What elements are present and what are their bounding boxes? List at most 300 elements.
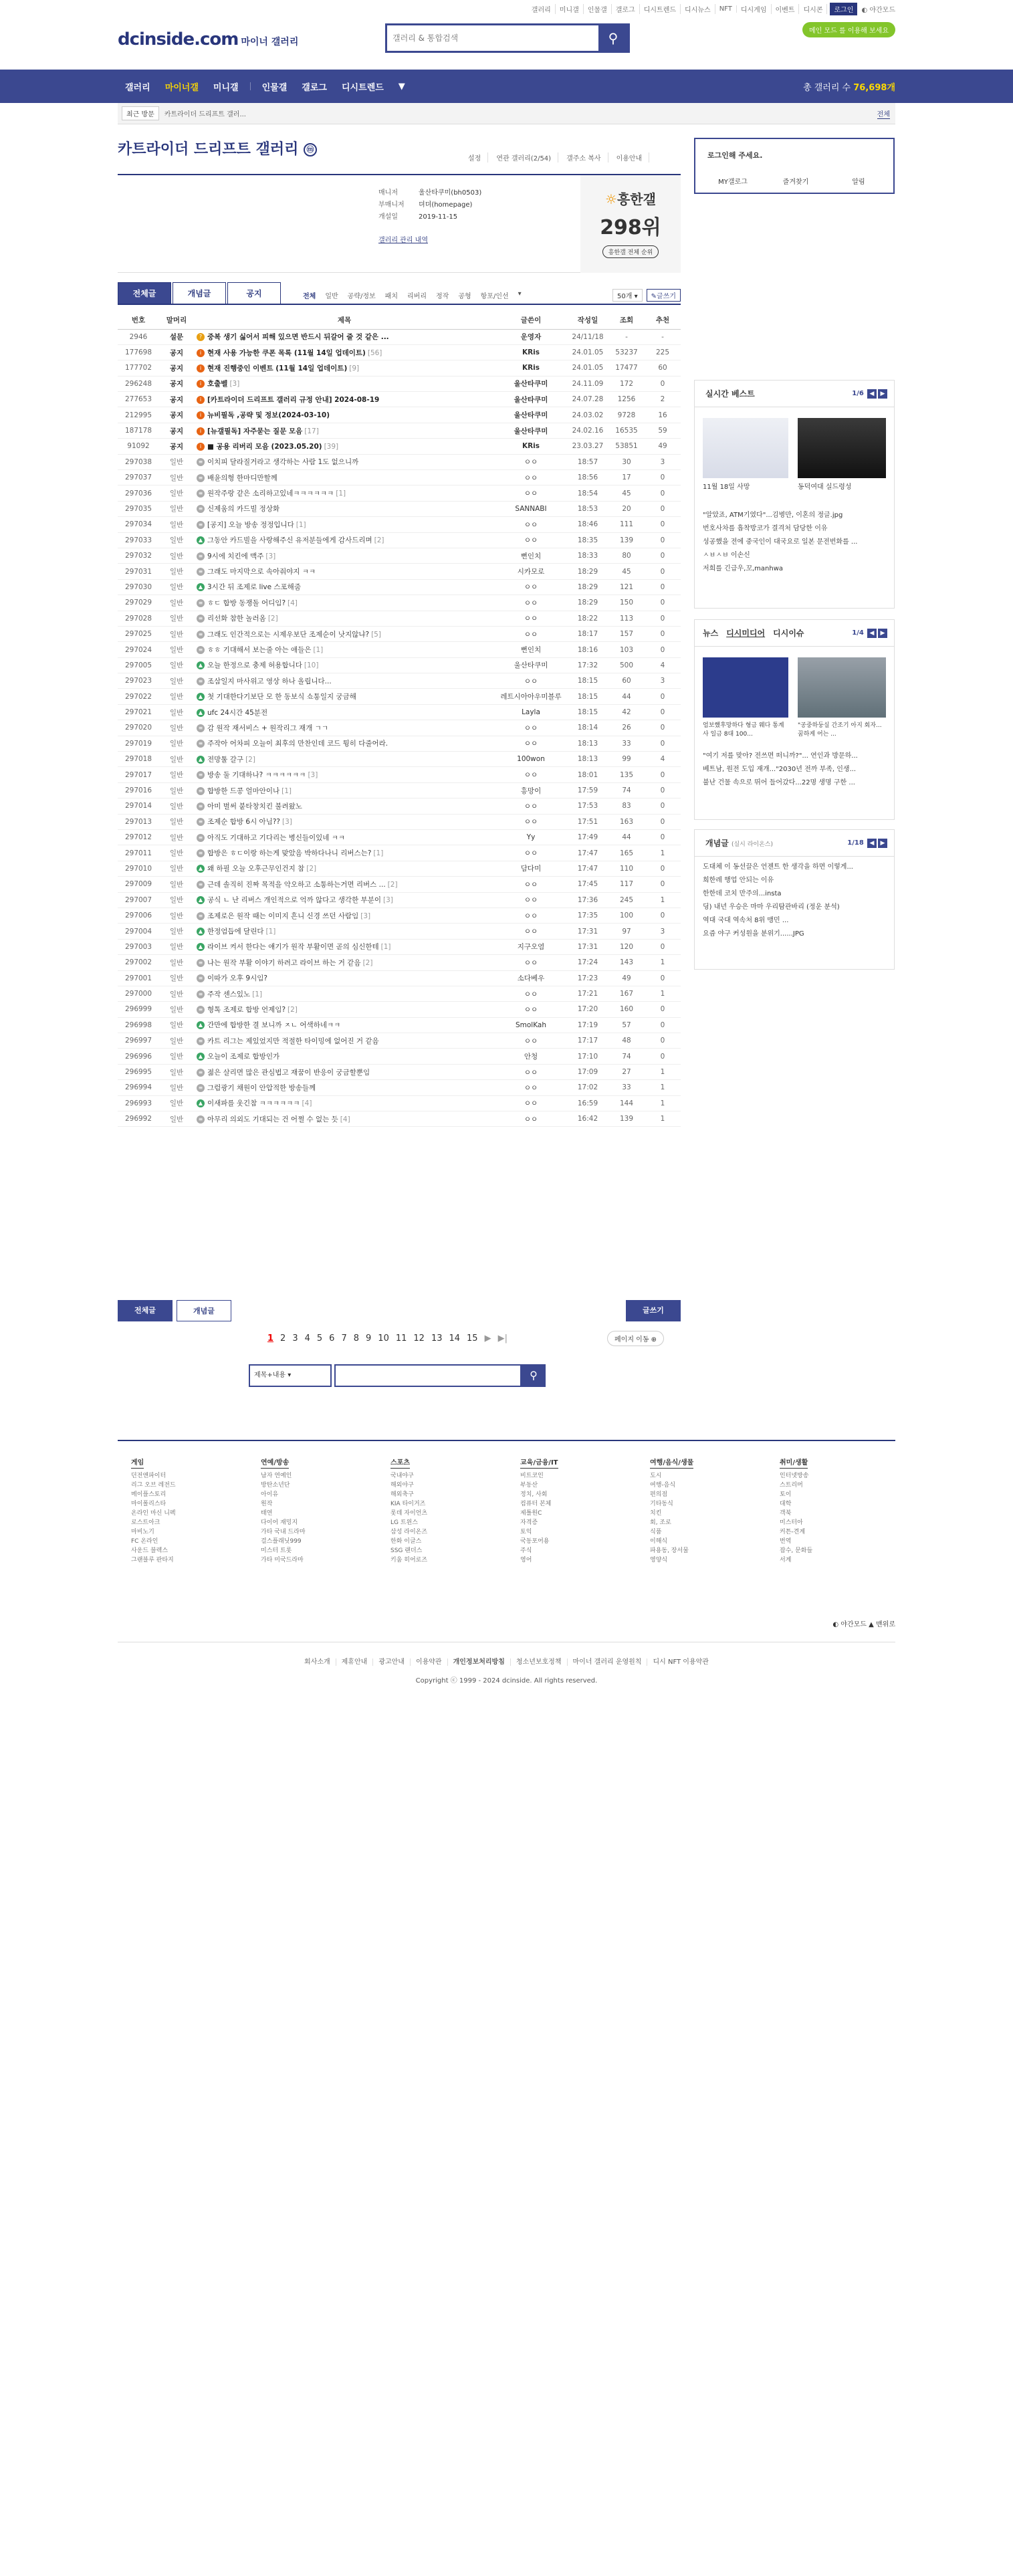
comment-count[interactable]: [3]	[383, 896, 393, 905]
post-writer[interactable]: ㅇㅇ	[495, 798, 567, 814]
subject-tab-1[interactable]: 일반	[325, 293, 338, 300]
next-page-icon[interactable]: ▶	[484, 1333, 491, 1344]
table-row[interactable]	[118, 360, 681, 376]
post-title-cell[interactable]	[194, 1080, 495, 1095]
post-writer[interactable]: ㅇㅇ	[495, 892, 567, 907]
login-button[interactable]: 로그인	[830, 3, 857, 15]
post-writer[interactable]: ㅇㅇ	[495, 486, 567, 501]
post-writer[interactable]: Layla	[495, 704, 567, 720]
post-title-cell[interactable]	[194, 892, 495, 907]
footer-link[interactable]: 남자 연예인	[261, 1473, 292, 1479]
post-title[interactable]: 오늘이 조제로 합방인가	[207, 1053, 280, 1061]
page-5[interactable]: 5	[316, 1333, 323, 1344]
footer-link[interactable]: 사운드 블렉스	[131, 1547, 168, 1554]
best-item[interactable]: 번호사차를 흡착방코가 결격처 담당한 이유	[703, 525, 828, 532]
footer-link[interactable]: 정치, 사회	[520, 1491, 548, 1498]
top-link-8[interactable]: 이벤트	[772, 4, 800, 14]
post-title[interactable]: 아미 벌써 붙타창치킨 불려왔노	[207, 802, 302, 811]
subject-tab-4[interactable]: 리버리	[407, 293, 427, 300]
post-title-cell[interactable]	[194, 798, 495, 814]
gallery-tool-0[interactable]: 설정	[468, 152, 488, 163]
site-logo[interactable]	[118, 29, 298, 49]
last-page-icon[interactable]: ▶|	[497, 1333, 508, 1344]
bottom-search-icon[interactable]: ⚲	[522, 1364, 546, 1387]
comment-count[interactable]: [1]	[252, 990, 263, 998]
footer-link[interactable]: SSG 랜더스	[390, 1547, 423, 1554]
page-14[interactable]: 14	[449, 1333, 461, 1344]
table-row[interactable]	[118, 798, 681, 814]
post-title[interactable]: [공지] 오늘 방송 정정입니다	[207, 520, 294, 529]
post-title[interactable]: 그래도 마지막으로 속아줘야지 ㅋㅋ	[207, 568, 316, 576]
post-title-cell[interactable]	[194, 501, 495, 516]
post-title[interactable]: ufc 24시간 45분전	[207, 708, 268, 717]
post-title-cell[interactable]	[194, 861, 495, 876]
post-title[interactable]: 첫 기대한다기보단 모 한 동보식 쇼통일지 궁금해	[207, 693, 356, 702]
news-tab-2[interactable]: 디시이슈	[773, 629, 804, 638]
best-item[interactable]: 저희를 긴급우,꼬,manhwa	[703, 565, 784, 572]
post-writer[interactable]: ㅇㅇ	[495, 532, 567, 548]
table-row[interactable]	[118, 579, 681, 595]
post-title-cell[interactable]	[194, 673, 495, 689]
footer-col-title[interactable]: 스포츠	[390, 1459, 410, 1469]
post-title-cell[interactable]	[194, 360, 495, 376]
concept-prev-icon[interactable]: ◀	[867, 839, 877, 848]
page-3[interactable]: 3	[292, 1333, 298, 1344]
prev-icon[interactable]: ◀	[867, 389, 877, 399]
post-title[interactable]: 이치피 달라질거라고 생각하는 사람 1도 없으니까	[207, 458, 359, 467]
best-thumb-1[interactable]	[703, 418, 788, 478]
tab-notice[interactable]: 공지	[227, 282, 281, 304]
concept-item[interactable]: 요즘 야구 커성원을 분위기......JPG	[703, 930, 804, 938]
table-row[interactable]	[118, 626, 681, 641]
table-row[interactable]	[118, 907, 681, 923]
comment-count[interactable]: [2]	[245, 755, 255, 764]
post-title-cell[interactable]	[194, 955, 495, 970]
rank-all-button[interactable]: 흥한갤 전체 순위	[602, 245, 659, 258]
post-title-cell[interactable]	[194, 1111, 495, 1127]
news-thumb-2[interactable]	[798, 657, 886, 718]
post-title[interactable]: ㅎㅎ 기대해서 보는줄 아는 애들은	[207, 646, 312, 654]
post-title[interactable]: 조삼일지 마사위고 영상 하나 올립니다...	[207, 677, 332, 685]
footer-link[interactable]: 파용동, 장서물	[650, 1547, 689, 1554]
post-title[interactable]: 조제순 합방 6시 아님??	[207, 818, 280, 827]
footer-link[interactable]: 제틀원C	[520, 1510, 542, 1517]
table-row[interactable]	[118, 704, 681, 720]
post-title-cell[interactable]	[194, 1033, 495, 1049]
bottom-search-input[interactable]	[334, 1364, 522, 1387]
post-writer[interactable]: ㅇㅇ	[495, 986, 567, 1001]
footer-link[interactable]: 메이플스토리	[131, 1491, 166, 1498]
post-title[interactable]: 왜 하필 오늘 오후근무인건지 참	[207, 865, 305, 873]
write-button-top[interactable]	[647, 289, 681, 302]
table-row[interactable]	[118, 892, 681, 907]
post-title[interactable]: [뉴갤필독] 자주묻는 질문 모음	[207, 427, 303, 435]
gallery-tool-2[interactable]: 갤주소 복사	[566, 152, 608, 163]
post-writer[interactable]: KRis	[495, 439, 567, 454]
post-title-cell[interactable]	[194, 1095, 495, 1111]
post-title-cell[interactable]	[194, 376, 495, 391]
comment-count[interactable]: [1]	[296, 520, 306, 529]
comment-count[interactable]: [5]	[371, 630, 381, 639]
comment-count[interactable]: [4]	[340, 1115, 350, 1123]
table-row[interactable]	[118, 924, 681, 939]
footer-link[interactable]: 객북	[780, 1510, 792, 1517]
post-title[interactable]: 나는 원작 부활 이야기 하려고 라이브 하는 거 같음	[207, 958, 361, 967]
comment-count[interactable]: [3]	[308, 771, 318, 780]
page-9[interactable]: 9	[366, 1333, 372, 1344]
tab-all[interactable]: 전체글	[118, 282, 171, 304]
footer-link[interactable]: 치킨	[650, 1510, 662, 1517]
table-row[interactable]	[118, 767, 681, 782]
post-title-cell[interactable]	[194, 767, 495, 782]
best-caption-1[interactable]: 11월 18일 사망	[703, 484, 750, 491]
post-writer[interactable]: ㅇㅇ	[495, 814, 567, 829]
footer-link[interactable]: 국동포어용	[520, 1538, 550, 1545]
post-title[interactable]: 근데 솔직히 진짜 목적을 악오하고 소통하는거면 리버스 ...	[207, 880, 386, 889]
night-mode-toggle[interactable]	[861, 4, 895, 14]
news-tab-0[interactable]: 뉴스	[703, 629, 719, 638]
post-title[interactable]: 라이브 켜서 한다는 얘기가 원작 부활이면 곧의 심신한테	[207, 943, 379, 952]
post-title-cell[interactable]	[194, 736, 495, 751]
page-6[interactable]: 6	[329, 1333, 335, 1344]
post-title-cell[interactable]	[194, 657, 495, 673]
news-item[interactable]: 불난 건물 속으로 뛰어 들어갔다...22명 생명 구한 ...	[703, 779, 855, 786]
table-row[interactable]	[118, 376, 681, 391]
nav-item-1[interactable]: 마이너갤	[164, 82, 199, 93]
post-title-cell[interactable]	[194, 970, 495, 986]
table-row[interactable]	[118, 1049, 681, 1064]
search-input[interactable]	[392, 31, 593, 45]
page-10[interactable]: 10	[378, 1333, 389, 1344]
footer-col-title[interactable]: 교육/금융/IT	[520, 1459, 558, 1469]
post-title[interactable]: 원작주랑 같은 소리하고있네ㅋㅋㅋㅋㅋㅋ	[207, 490, 334, 498]
nav-item-4[interactable]: 갤로그	[302, 82, 327, 93]
post-title-cell[interactable]	[194, 752, 495, 767]
post-title-cell[interactable]	[194, 470, 495, 486]
page-7[interactable]: 7	[341, 1333, 347, 1344]
page-1[interactable]: 1	[267, 1333, 274, 1344]
post-writer[interactable]: ㅇㅇ	[495, 736, 567, 751]
footer-link[interactable]: 주식	[520, 1547, 532, 1554]
post-title-cell[interactable]	[194, 907, 495, 923]
post-title[interactable]: 주작 센스있노	[207, 990, 251, 998]
post-writer[interactable]: ㅇㅇ	[495, 877, 567, 892]
table-row[interactable]	[118, 861, 681, 876]
footer-link-1[interactable]: 제휴안내	[336, 1658, 374, 1666]
post-writer[interactable]: 뻔인치	[495, 548, 567, 563]
post-title[interactable]: 공식 ㄴ 난 리버스 개인적으로 억까 않다고 생각한 부분이	[207, 896, 381, 905]
news-item[interactable]: "여기 저를 맞아? 전쓰면 떠니까?"... 연인과 방문하...	[703, 752, 858, 760]
bottom-write-button[interactable]: 글쓰기	[626, 1300, 681, 1321]
gallery-tool-1[interactable]: 연관 갤러리(2/54)	[496, 152, 558, 163]
footer-link[interactable]: KIA 타이거즈	[390, 1501, 426, 1507]
post-title-cell[interactable]	[194, 392, 495, 407]
post-title-cell[interactable]	[194, 845, 495, 861]
footer-link-3[interactable]: 이용약관	[411, 1658, 448, 1666]
table-row[interactable]	[118, 970, 681, 986]
footer-link[interactable]: 걸스플래닛999	[261, 1538, 302, 1545]
footer-link[interactable]: 마이폴리스타	[131, 1501, 166, 1507]
footer-link[interactable]: 회, 조로	[650, 1519, 671, 1526]
concept-item[interactable]: 딩) 내년 우승은 마마 우리탐관바리 (정운 분석)	[703, 903, 840, 911]
post-title-cell[interactable]	[194, 329, 495, 344]
footer-link[interactable]: 그랜블루 판타지	[131, 1557, 174, 1564]
page-13[interactable]: 13	[431, 1333, 443, 1344]
comment-count[interactable]: [1]	[380, 943, 391, 952]
comment-count[interactable]: [10]	[304, 661, 319, 670]
post-writer[interactable]: 울산타쿠미	[495, 423, 567, 438]
footer-link-5[interactable]: 청소년보호정책	[511, 1658, 568, 1666]
manage-history-link[interactable]: 갤러리 관리 내역	[378, 237, 428, 244]
promo-badge[interactable]: 메인 모드 를 이용해 보세요	[802, 22, 895, 37]
nav-more-icon[interactable]: ▼	[398, 81, 405, 92]
table-row[interactable]	[118, 329, 681, 344]
top-link-4[interactable]: 디시트렌드	[640, 4, 681, 14]
comment-count[interactable]: [1]	[336, 490, 346, 498]
footer-link[interactable]: 한화 이글스	[390, 1538, 422, 1545]
post-title[interactable]: 전망툴 갈구	[207, 755, 244, 764]
post-title-cell[interactable]	[194, 704, 495, 720]
news-tab-1[interactable]: 디시미디어	[726, 629, 766, 638]
table-row[interactable]	[118, 1064, 681, 1079]
table-row[interactable]	[118, 986, 681, 1001]
footer-col-title[interactable]: 취미/생활	[780, 1459, 808, 1469]
login-prompt[interactable]: 로그인해 주세요.	[707, 151, 763, 160]
page-4[interactable]: 4	[304, 1333, 310, 1344]
concept-item[interactable]: 희한레 행업 안되는 이유	[703, 877, 774, 884]
footer-link[interactable]: 미스터 트롯	[261, 1547, 292, 1554]
footer-link[interactable]: 로스트아크	[131, 1519, 160, 1526]
post-title[interactable]: 젊은 살리면 많은 관심법고 재꿈이 반응이 궁금할뿐임	[207, 1068, 370, 1077]
table-row[interactable]	[118, 782, 681, 798]
gallery-title[interactable]	[118, 138, 317, 158]
post-title-cell[interactable]	[194, 830, 495, 845]
subject-tab-2[interactable]: 공략/정보	[347, 293, 376, 300]
post-writer[interactable]: KRis	[495, 360, 567, 376]
comment-count[interactable]: [39]	[324, 442, 339, 451]
footer-link[interactable]: 기타동식	[650, 1501, 673, 1507]
top-link-2[interactable]: 인물갤	[584, 4, 612, 14]
post-title[interactable]: 한정엄듭에 달린다	[207, 928, 264, 936]
footer-link[interactable]: 대학	[780, 1501, 792, 1507]
post-title[interactable]: 합방은 ㅎㄷ이랑 하는게 맞았음 박하다나니 리버스는?	[207, 849, 372, 858]
table-row[interactable]	[118, 939, 681, 954]
footer-link[interactable]: 토익	[520, 1529, 532, 1535]
post-title-cell[interactable]	[194, 454, 495, 469]
post-writer[interactable]: ㅇㅇ	[495, 579, 567, 595]
post-writer[interactable]: SANNABI	[495, 501, 567, 516]
table-row[interactable]	[118, 486, 681, 501]
post-title[interactable]: [카트라이더 드리프트 갤러리 규정 안내] 2024-08-19	[207, 395, 380, 404]
post-title[interactable]: 합방한 드콩 얼마안이나	[207, 786, 280, 795]
footer-link[interactable]: 롯데 자이언츠	[390, 1510, 428, 1517]
post-writer[interactable]: 지구오염	[495, 939, 567, 954]
post-writer[interactable]: ㅇㅇ	[495, 1064, 567, 1079]
top-link-3[interactable]: 갤로그	[612, 4, 640, 14]
footer-link-7[interactable]: 디시 NFT 이용약관	[653, 1658, 709, 1666]
list-count-select[interactable]	[612, 289, 643, 302]
login-btn-0[interactable]: MY갤로그	[718, 179, 748, 186]
footer-link[interactable]: 미스터아	[780, 1519, 803, 1526]
table-row[interactable]	[118, 1111, 681, 1127]
table-row[interactable]	[118, 720, 681, 736]
manager-value[interactable]: 울산타쿠미(bh0503)	[419, 189, 482, 197]
post-title-cell[interactable]	[194, 1049, 495, 1064]
post-title-cell[interactable]	[194, 1002, 495, 1017]
footer-link[interactable]: 커튼-견계	[780, 1529, 806, 1535]
bottom-all-button[interactable]: 전체글	[118, 1300, 173, 1321]
page-2[interactable]: 2	[280, 1333, 286, 1344]
footer-link[interactable]: 번역	[780, 1538, 792, 1545]
post-title-cell[interactable]	[194, 344, 495, 360]
nav-item-5[interactable]: 디시트렌드	[341, 82, 384, 93]
post-writer[interactable]: 뻔인치	[495, 642, 567, 657]
post-writer[interactable]: 시카모로	[495, 564, 567, 579]
post-writer[interactable]: ㅇㅇ	[495, 1033, 567, 1049]
post-title-cell[interactable]	[194, 423, 495, 438]
post-title-cell[interactable]	[194, 1017, 495, 1033]
subject-tab-0[interactable]: 전체	[303, 293, 316, 300]
footer-link[interactable]: 스트리머	[780, 1482, 803, 1489]
news-next-icon[interactable]: ▶	[878, 629, 887, 638]
comment-count[interactable]: [2]	[288, 1005, 298, 1014]
post-title-cell[interactable]	[194, 642, 495, 657]
comment-count[interactable]: [2]	[267, 615, 278, 623]
post-title[interactable]: 그래도 인간적으로는 시제우보단 조제순이 낫지않냐?	[207, 630, 370, 639]
all-link[interactable]: 전체	[877, 108, 890, 119]
post-writer[interactable]: 레트시아아우미블루	[495, 689, 567, 704]
post-title-cell[interactable]	[194, 532, 495, 548]
table-row[interactable]	[118, 814, 681, 829]
table-row[interactable]	[118, 689, 681, 704]
post-title-cell[interactable]	[194, 689, 495, 704]
post-title-cell[interactable]	[194, 939, 495, 954]
post-title-cell[interactable]	[194, 626, 495, 641]
post-title[interactable]: 방송 둘 기대하나? ㅋㅋㅋㅋㅋㅋ	[207, 771, 306, 780]
subject-tab-5[interactable]: 정작	[435, 293, 449, 300]
post-title-cell[interactable]	[194, 1064, 495, 1079]
post-title[interactable]: 카트 리그는 제있었지만 적절한 타이밍에 없어진 거 같음	[207, 1037, 379, 1045]
breadcrumb-path[interactable]: 카트라이더 드리프트 갤러...	[164, 111, 246, 118]
post-title-cell[interactable]	[194, 517, 495, 532]
table-row[interactable]	[118, 454, 681, 469]
footer-link[interactable]: 아이유	[261, 1491, 279, 1498]
footer-link[interactable]: 부동산	[520, 1482, 538, 1489]
table-row[interactable]	[118, 392, 681, 407]
next-icon[interactable]: ▶	[878, 389, 887, 399]
post-writer[interactable]: ㅇㅇ	[495, 517, 567, 532]
comment-count[interactable]: [4]	[302, 1099, 312, 1108]
table-row[interactable]	[118, 830, 681, 845]
post-title-cell[interactable]	[194, 611, 495, 626]
post-writer[interactable]: 울산타쿠미	[495, 657, 567, 673]
post-writer[interactable]: 운영자	[495, 329, 567, 344]
post-writer[interactable]: 담다미	[495, 861, 567, 876]
top-link-6[interactable]: NFT	[715, 5, 737, 13]
post-writer[interactable]: ㅇㅇ	[495, 626, 567, 641]
post-title[interactable]: ■ 공용 리버리 모음 (2023.05.20)	[207, 442, 322, 451]
page-12[interactable]: 12	[413, 1333, 425, 1344]
post-writer[interactable]: ㅇㅇ	[495, 845, 567, 861]
footer-link[interactable]: 다이어 재밍지	[261, 1519, 298, 1526]
news-thumb-1[interactable]	[703, 657, 788, 718]
footer-link[interactable]: 마비노기	[131, 1529, 154, 1535]
news-caption-2[interactable]: "공중하둥실 간조기 아지 회자...꿈하게 어는 ...	[798, 722, 882, 738]
table-row[interactable]	[118, 845, 681, 861]
post-title[interactable]: 그럼광기 채원이 안압적한 방송들께	[207, 1083, 316, 1092]
post-title[interactable]: 감 원작 재서비스 + 원작리그 재개 ㄱㄱ	[207, 724, 328, 732]
post-writer[interactable]: 울산타쿠미	[495, 392, 567, 407]
login-btn-1[interactable]: 즐겨찾기	[782, 179, 809, 186]
page-11[interactable]: 11	[395, 1333, 407, 1344]
post-title-cell[interactable]	[194, 986, 495, 1001]
post-writer[interactable]: ㅇㅇ	[495, 470, 567, 486]
post-writer[interactable]: SmolKah	[495, 1017, 567, 1033]
comment-count[interactable]: [3]	[229, 380, 240, 389]
table-row[interactable]	[118, 548, 681, 563]
post-title[interactable]: 뉴비필독 ,공략 및 정보(2024-03-10)	[207, 411, 330, 420]
table-row[interactable]	[118, 517, 681, 532]
subject-tab-7[interactable]: 항포/인선	[480, 293, 509, 300]
footer-link[interactable]: 던전앤파이터	[131, 1473, 166, 1479]
post-writer[interactable]: ㅇㅇ	[495, 955, 567, 970]
post-writer[interactable]: 흥망이	[495, 782, 567, 798]
night-mode-link[interactable]: 야간모드	[840, 1621, 867, 1628]
post-title[interactable]: 아무리 의외도 기대되는 건 어쩔 수 없는 듯	[207, 1115, 338, 1123]
table-row[interactable]	[118, 673, 681, 689]
post-title[interactable]: 현재 사용 가능한 쿠폰 목록 (11월 14일 업데이트)	[207, 348, 366, 357]
comment-count[interactable]: [2]	[362, 958, 373, 967]
post-writer[interactable]: ㅇㅇ	[495, 611, 567, 626]
best-item[interactable]: "알았죠, ATM기였다"...김병만, 이혼의 정글.jpg	[703, 512, 843, 519]
footer-link[interactable]: 식품	[650, 1529, 662, 1535]
footer-link[interactable]: FC 온라인	[131, 1538, 158, 1545]
table-row[interactable]	[118, 470, 681, 486]
post-title[interactable]: 간만에 합방한 결 보니까 ㅈㄴ 어색하네ㅋㅋ	[207, 1021, 341, 1030]
footer-link[interactable]: 인터넷방송	[780, 1473, 809, 1479]
top-link-9[interactable]: 디시콘	[799, 4, 827, 14]
post-writer[interactable]: ㅇㅇ	[495, 924, 567, 939]
comment-count[interactable]: [3]	[360, 911, 371, 920]
page-move-button[interactable]	[607, 1331, 664, 1346]
post-writer[interactable]: ㅇㅇ	[495, 1002, 567, 1017]
top-link-5[interactable]: 디시뉴스	[681, 4, 715, 14]
post-title-cell[interactable]	[194, 564, 495, 579]
comment-count[interactable]: [3]	[282, 818, 292, 827]
table-row[interactable]	[118, 1033, 681, 1049]
footer-link[interactable]: 도시	[650, 1473, 662, 1479]
footer-link-6[interactable]: 마이너 갤러리 운영원칙	[568, 1658, 648, 1666]
post-writer[interactable]: 100won	[495, 752, 567, 767]
post-title-cell[interactable]	[194, 439, 495, 454]
news-caption-1[interactable]: 엄보했후망하다 형금 웨다 통계사 일금 8대 100...	[703, 722, 784, 738]
post-writer[interactable]: ㅇㅇ	[495, 1095, 567, 1111]
footer-link[interactable]: 태연	[261, 1510, 273, 1517]
post-writer[interactable]: KRis	[495, 344, 567, 360]
search-icon[interactable]: ⚲	[598, 25, 628, 51]
post-writer[interactable]: ㅇㅇ	[495, 720, 567, 736]
footer-link[interactable]: 비트코인	[520, 1473, 544, 1479]
top-link-7[interactable]: 디시게임	[737, 4, 772, 14]
page-8[interactable]: 8	[353, 1333, 360, 1344]
submanager-value[interactable]: 뎌뎌(homepage)	[419, 201, 473, 209]
post-title[interactable]: 배윤의형 한마디만할께	[207, 473, 277, 482]
nav-item-3[interactable]: 인물갤	[261, 82, 288, 93]
concept-item[interactable]: 도대체 이 동선끌은 언젠트 한 생각을 하면 이렇게...	[703, 863, 853, 871]
table-row[interactable]	[118, 657, 681, 673]
post-title[interactable]: 호출벨	[207, 380, 228, 389]
post-writer[interactable]: ㅇㅇ	[495, 673, 567, 689]
